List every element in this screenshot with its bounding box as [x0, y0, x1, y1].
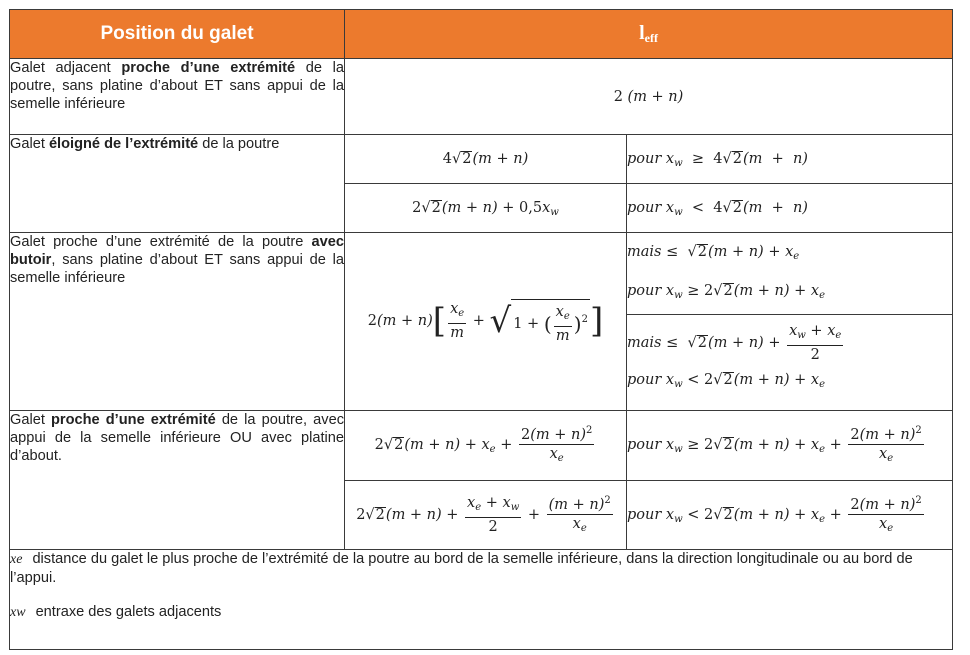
formula-cell-4b: 2√2(m + n) + $\frac{x_e + x_w}{2}$ + $\frac{(m + n)^2}{x_e}$: [345, 480, 627, 549]
header-position-label: Position du galet: [100, 23, 254, 45]
header-position: [10, 10, 345, 59]
formula-cell-3: 2(m + n)[ $\frac{x_e}{m}$ + √ 1 + ( $\frac{x_e}{m}$ )$^2$]: [345, 233, 627, 410]
condition-cell-4a: pour $x_w \ge 2√2(m + n) + x_e$ + $\frac{2(m + n)^2}{x_e}$: [627, 410, 953, 480]
table-row: [10, 233, 953, 315]
note-xe-symbol: xe: [10, 551, 23, 567]
condition-cell-3b: mais ≤ √2(m + n) + $\frac{x_w + x_e}{2}$ pour $x_w < 2√2(m + n) + x_e$: [627, 315, 953, 410]
table-row: [10, 135, 953, 184]
header-leff-sub: eff: [644, 31, 658, 46]
note-xw: [10, 603, 952, 622]
note-xw-text: entraxe des galets adjacents: [35, 603, 222, 620]
header-leff-main: l: [639, 22, 645, 45]
notes-cell: [10, 549, 953, 649]
position-cell-2: Galet éloigné de l’extrémité de la poutre: [10, 135, 345, 233]
position-cell-4: Galet proche d’une extrémité de la poutre, avec appui de la semelle inférieure OU avec platine d’about.: [10, 410, 345, 549]
note-xw-symbol: xw: [10, 604, 26, 620]
notes-row: [10, 549, 953, 649]
condition-cell-2a: pour $x_w \ge 4√2(m + n)$: [627, 135, 953, 184]
header-row: [10, 10, 953, 59]
position-cell-1: Galet adjacent proche d’une extrémité de la poutre, sans platine d’about ET sans appui de la semelle inférieure: [10, 59, 345, 135]
formula-cell-2a: 4√2(m + n): [345, 135, 627, 184]
header-leff: [345, 10, 953, 59]
formula-cell-2b: $2√2(m + n) + 0,5x_w$: [345, 184, 627, 233]
condition-cell-3a: mais ≤ $√2(m + n) + x_e$ pour $x_w \ge 2√2(m + n) + x_e$: [627, 233, 953, 315]
formula-cell-4a: $2√2(m + n) + x_e$ + $\frac{2(m + n)^2}{x_e}$: [345, 410, 627, 480]
table-row: [10, 59, 953, 135]
note-xe-text: distance du galet le plus proche de l’extrémité de la poutre au bord de la semelle inférieure, dans la direction longitudinale ou au bord de l’appui.: [10, 550, 913, 586]
table-row: [10, 410, 953, 480]
leff-table: [9, 9, 953, 650]
condition-cell-2b: pour $x_w < 4√2(m + n)$: [627, 184, 953, 233]
condition-cell-4b: pour $x_w < 2√2(m + n) + x_e$ + $\frac{2(m + n)^2}{x_e}$: [627, 480, 953, 549]
note-xe: [10, 550, 952, 588]
formula-cell-1: 2 (m + n): [345, 59, 953, 135]
position-cell-3: Galet proche d’une extrémité de la poutre avec butoir, sans platine d’about ET sans appui de la semelle inférieure: [10, 233, 345, 410]
